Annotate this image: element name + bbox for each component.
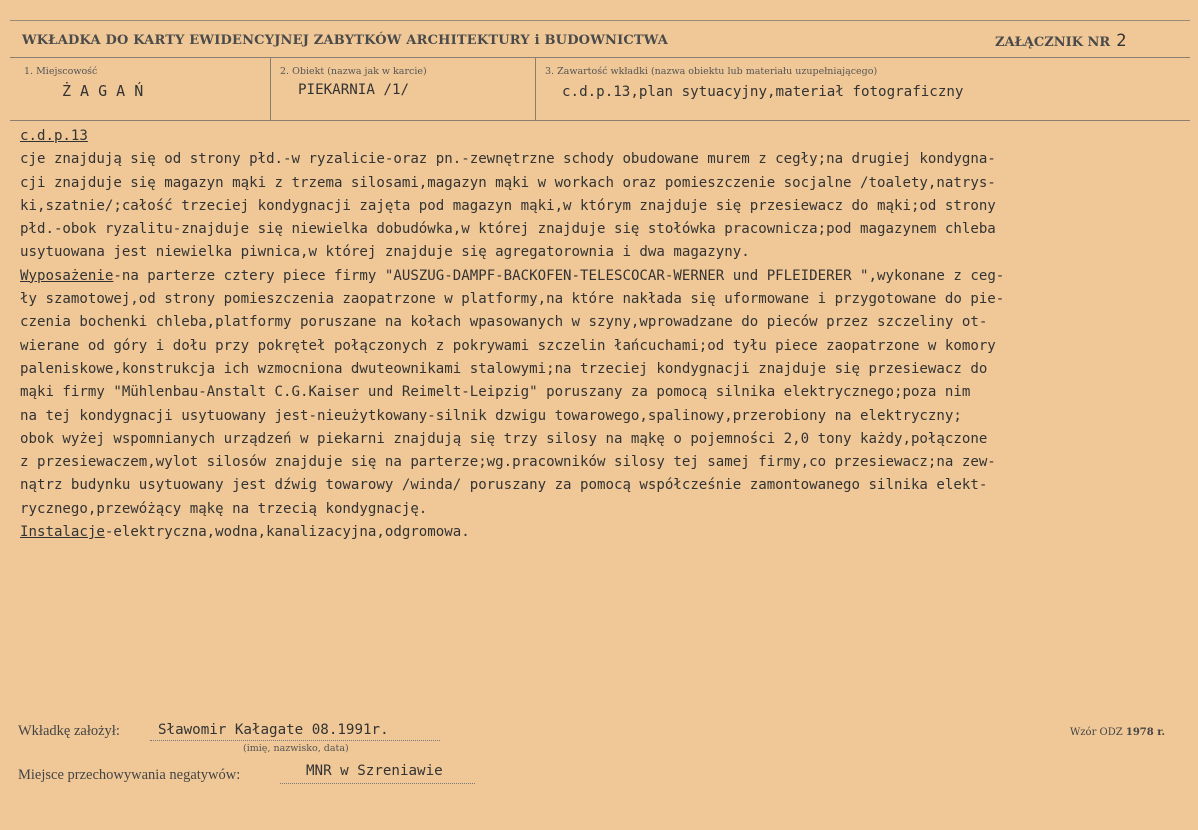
equipment-line: czenia bochenki chleba,platformy poruszane na kołach wpasowanych w szyny,wprowadzane do pieców przez szczeliny ot- <box>20 314 988 331</box>
equipment-line: ły szamotowej,od strony pomieszczenia zaopatrzone w platformy,na które nakłada się uformowane i przygotowane do pie- <box>20 291 1005 308</box>
body-heading-line <box>20 125 1190 148</box>
body-line: cji znajduje się magazyn mąki z trzema silosami,magazyn mąki w workach oraz pomieszczenie socjalne /toalety,natrys- <box>20 174 996 191</box>
location-label: 1. Miejscowość <box>24 66 98 77</box>
equipment-line: nątrz budynku usytuowany jest dźwig towarowy /winda/ poruszany za pomocą współcześnie zamontowanego silnika elekt- <box>20 477 988 494</box>
author-dotted-line <box>150 740 440 741</box>
equipment-line: obok wyżej wspomnianych urządzeń w piekarni znajdują się trzy silosy na mąkę o pojemności 2,0 tony każdy,połączone <box>20 430 988 447</box>
equipment-first-line <box>20 265 1190 288</box>
form-template-id <box>1070 727 1165 738</box>
fields-bottom-line <box>10 120 1190 121</box>
attachment-label: ZAŁĄCZNIK NR <box>995 35 1111 50</box>
body-line: usytuowana jest niewielka piwnica,w której znajduje się agregatorownia i dwa magazyny. <box>20 244 750 261</box>
installations-text: -elektryczna,wodna,kanalizacyjna,odgromowa. <box>104 524 470 541</box>
equipment-line: wierane od góry i dołu przy pokręteł połączonych z pokrywami szczelin łańcuchami;od tyłu piece zaopatrzone w komory <box>20 337 996 354</box>
equipment-heading: Wyposażenie <box>20 267 114 284</box>
field-divider-2 <box>535 57 536 120</box>
form-year: 1978 r. <box>1125 727 1166 738</box>
top-border-line <box>10 20 1190 21</box>
negatives-value: MNR w Szreniawie <box>306 763 443 779</box>
installations-line <box>20 521 1190 544</box>
equipment-line: rycznego,przewóżący mąkę na trzecią kondygnację. <box>20 500 428 517</box>
contents-value: c.d.p.13,plan sytuacyjny,materiał fotograficzny <box>562 84 964 100</box>
equipment-line: paleniskowe,konstrukcja ich wzmocniona dwuteownikami stalowymi;na trzeciej kondygnacji znajduje się przesiewacz do <box>20 360 988 377</box>
contents-label: 3. Zawartość wkładki (nazwa obiektu lub materiału uzupełniającego) <box>545 66 878 77</box>
field-divider-1 <box>270 57 271 120</box>
location-value: Ż A G A Ń <box>62 82 144 100</box>
form-title: WKŁADKA DO KARTY EWIDENCYJNEJ ZABYTKÓW ARCHITEKTURY i BUDOWNICTWA <box>22 33 669 48</box>
equipment-line: na tej kondygnacji usytuowany jest-nieużytkowany-silnik dzwigu towarowego,spalinowy,przerobiony na elektryczny; <box>20 407 962 424</box>
object-label: 2. Obiekt (nazwa jak w karcie) <box>280 66 427 77</box>
object-value: PIEKARNIA /1/ <box>298 82 410 98</box>
negatives-dotted-line <box>280 783 475 784</box>
attachment-number-value: 2 <box>1116 31 1127 51</box>
equipment-line: z przesiewaczem,wylot silosów znajduje się na parterze;wg.pracowników silosy tej samej firmy,co przesiewacz;na zew- <box>20 454 996 471</box>
author-value: Sławomir Kałagate 08.1991r. <box>158 722 389 738</box>
author-hint: (imię, nazwisko, data) <box>243 743 349 754</box>
installations-heading: Instalacje <box>20 524 105 541</box>
equipment-line: mąki firmy "Mühlenbau-Anstalt C.G.Kaiser und Reimelt-Leipzig" poruszany za pomocą silnika elektrycznego;poza nim <box>20 384 971 401</box>
body-line: cje znajdują się od strony płd.-w ryzalicie-oraz pn.-zewnętrzne schody obudowane murem z cegły;na drugiej kondygna- <box>20 151 996 168</box>
fields-top-line <box>10 57 1190 58</box>
body-line: ki,szatnie/;całość trzeciej kondygnacji zajęta pod magazyn mąki,w którym znajduje się przesiewacz do mąki;od strony <box>20 197 996 214</box>
form-label: Wzór ODZ <box>1070 727 1123 738</box>
body-heading: c.d.p.13 <box>20 128 88 144</box>
equipment-line: -na parterze cztery piece firmy "AUSZUG-DAMPF-BACKOFEN-TELESCOCAR-WERNER und PFLEIDERER ",wykonane z ceg- <box>113 267 1005 284</box>
author-label: Wkładkę założył: <box>18 723 120 739</box>
description-body <box>20 125 1190 544</box>
negatives-label: Miejsce przechowywania negatywów: <box>18 767 241 783</box>
attachment-number <box>995 31 1126 51</box>
body-line: płd.-obok ryzalitu-znajduje się niewielka dobudówka,w której znajduje się stołówka pracownicza;pod magazynem chleba <box>20 221 996 238</box>
